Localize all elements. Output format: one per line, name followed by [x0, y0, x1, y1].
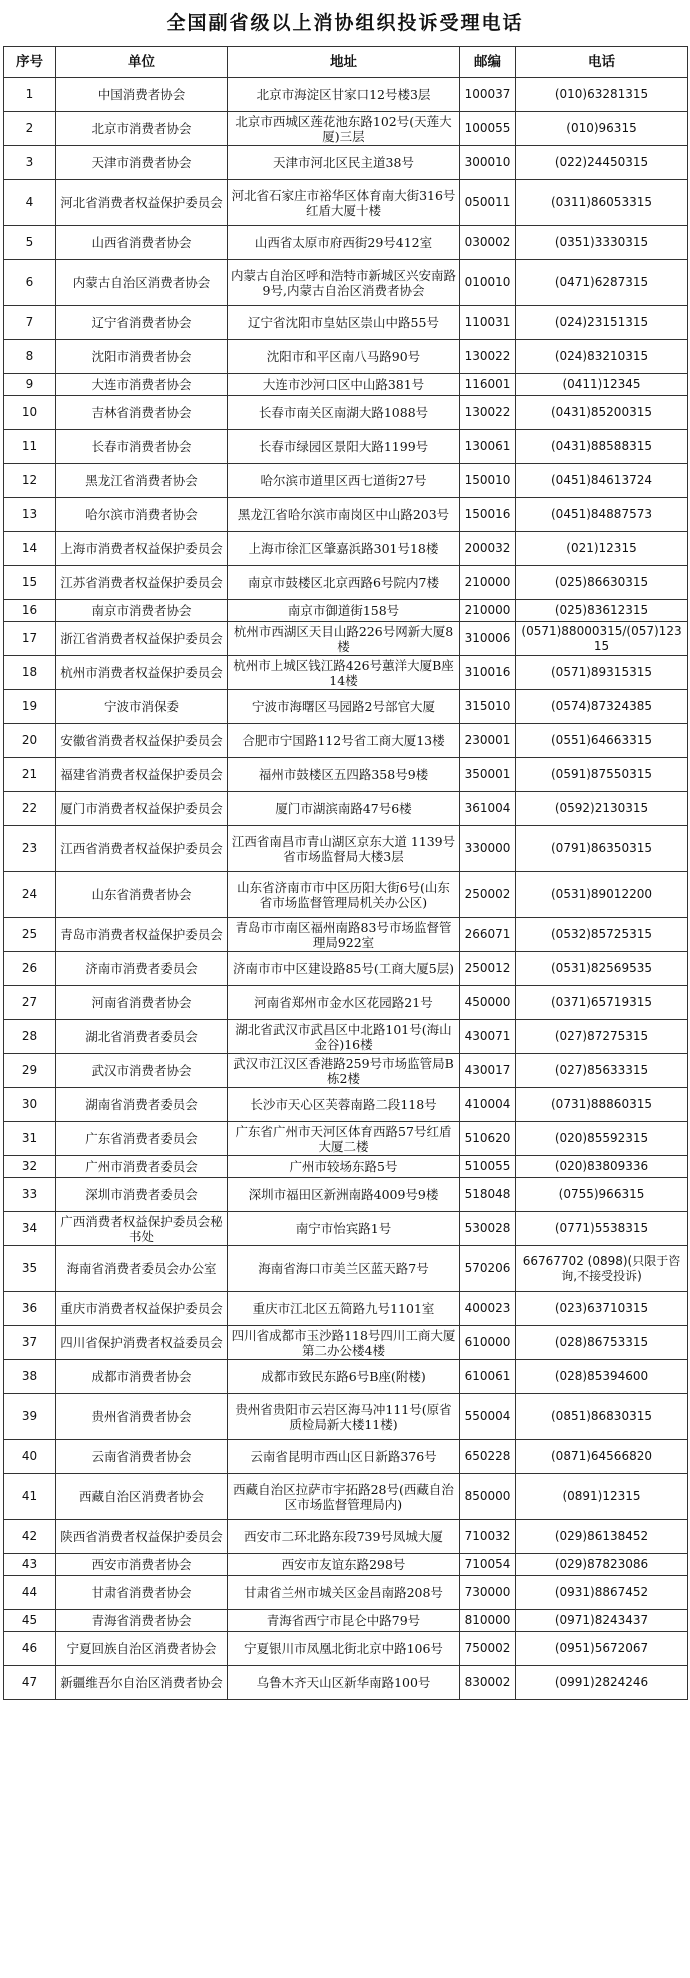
unit-name: 河南省消费者协会 [56, 986, 228, 1020]
postal-code: 610061 [460, 1360, 516, 1394]
postal-code: 050011 [460, 180, 516, 226]
phone-number: (0991)2824246 [516, 1666, 688, 1700]
postal-code: 230001 [460, 724, 516, 758]
row-number: 12 [4, 464, 56, 498]
unit-name: 江西省消费者权益保护委员会 [56, 826, 228, 872]
unit-name: 天津市消费者协会 [56, 146, 228, 180]
postal-code: 210000 [460, 566, 516, 600]
phone-number: (024)83210315 [516, 340, 688, 374]
address: 湖北省武汉市武昌区中北路101号(海山金谷)16楼 [228, 1020, 460, 1054]
address: 天津市河北区民主道38号 [228, 146, 460, 180]
table-row [4, 1326, 688, 1360]
unit-name: 湖南省消费者委员会 [56, 1088, 228, 1122]
address: 内蒙古自治区呼和浩特市新城区兴安南路9号,内蒙古自治区消费者协会 [228, 260, 460, 306]
postal-code: 300010 [460, 146, 516, 180]
header-zip: 邮编 [460, 47, 516, 78]
row-number: 23 [4, 826, 56, 872]
phone-number: (0891)12315 [516, 1474, 688, 1520]
row-number: 14 [4, 532, 56, 566]
table-row [4, 952, 688, 986]
phone-number: (021)12315 [516, 532, 688, 566]
postal-code: 361004 [460, 792, 516, 826]
table-row [4, 396, 688, 430]
phone-number: (0871)64566820 [516, 1440, 688, 1474]
address: 南宁市怡宾路1号 [228, 1212, 460, 1246]
address: 广东省广州市天河区体育西路57号红盾大厦二楼 [228, 1122, 460, 1156]
address: 长春市南关区南湖大路1088号 [228, 396, 460, 430]
table-row [4, 656, 688, 690]
postal-code: 150016 [460, 498, 516, 532]
postal-code: 310016 [460, 656, 516, 690]
row-number: 37 [4, 1326, 56, 1360]
row-number: 2 [4, 112, 56, 146]
unit-name: 吉林省消费者协会 [56, 396, 228, 430]
table-row [4, 146, 688, 180]
unit-name: 安徽省消费者权益保护委员会 [56, 724, 228, 758]
row-number: 18 [4, 656, 56, 690]
table-row [4, 226, 688, 260]
table-row [4, 758, 688, 792]
phone-number: (0591)87550315 [516, 758, 688, 792]
address: 长沙市天心区芙蓉南路二段118号 [228, 1088, 460, 1122]
phone-number: (023)63710315 [516, 1292, 688, 1326]
phone-number: (010)96315 [516, 112, 688, 146]
unit-name: 北京市消费者协会 [56, 112, 228, 146]
postal-code: 710032 [460, 1520, 516, 1554]
address: 宁夏银川市凤凰北街北京中路106号 [228, 1632, 460, 1666]
postal-code: 030002 [460, 226, 516, 260]
row-number: 35 [4, 1246, 56, 1292]
address: 四川省成都市玉沙路118号四川工商大厦第二办公楼4楼 [228, 1326, 460, 1360]
address: 北京市海淀区甘家口12号楼3层 [228, 78, 460, 112]
row-number: 22 [4, 792, 56, 826]
unit-name: 广州市消费者委员会 [56, 1156, 228, 1178]
table-header-row [4, 47, 688, 78]
phone-number: 66767702 (0898)(只限于咨询,不接受投诉) [516, 1246, 688, 1292]
address: 成都市致民东路6号B座(附楼) [228, 1360, 460, 1394]
row-number: 31 [4, 1122, 56, 1156]
row-number: 19 [4, 690, 56, 724]
postal-code: 750002 [460, 1632, 516, 1666]
row-number: 47 [4, 1666, 56, 1700]
table-body [4, 78, 688, 1700]
unit-name: 广东省消费者委员会 [56, 1122, 228, 1156]
phone-number: (027)85633315 [516, 1054, 688, 1088]
header-unit: 单位 [56, 47, 228, 78]
address: 乌鲁木齐天山区新华南路100号 [228, 1666, 460, 1700]
unit-name: 山西省消费者协会 [56, 226, 228, 260]
row-number: 16 [4, 600, 56, 622]
table-row [4, 1394, 688, 1440]
table-row [4, 1632, 688, 1666]
unit-name: 辽宁省消费者协会 [56, 306, 228, 340]
row-number: 36 [4, 1292, 56, 1326]
unit-name: 黑龙江省消费者协会 [56, 464, 228, 498]
table-row [4, 498, 688, 532]
phone-number: (025)83612315 [516, 600, 688, 622]
unit-name: 西藏自治区消费者协会 [56, 1474, 228, 1520]
unit-name: 武汉市消费者协会 [56, 1054, 228, 1088]
postal-code: 518048 [460, 1178, 516, 1212]
unit-name: 青海省消费者协会 [56, 1610, 228, 1632]
postal-code: 650228 [460, 1440, 516, 1474]
unit-name: 贵州省消费者协会 [56, 1394, 228, 1440]
table-row [4, 1292, 688, 1326]
address: 济南市市中区建设路85号(工商大厦5层) [228, 952, 460, 986]
unit-name: 江苏省消费者权益保护委员会 [56, 566, 228, 600]
table-row [4, 690, 688, 724]
postal-code: 315010 [460, 690, 516, 724]
address: 辽宁省沈阳市皇姑区崇山中路55号 [228, 306, 460, 340]
row-number: 39 [4, 1394, 56, 1440]
phone-number: (010)63281315 [516, 78, 688, 112]
postal-code: 100055 [460, 112, 516, 146]
phone-number: (0971)8243437 [516, 1610, 688, 1632]
unit-name: 陕西省消费者权益保护委员会 [56, 1520, 228, 1554]
row-number: 6 [4, 260, 56, 306]
address: 青海省西宁市昆仑中路79号 [228, 1610, 460, 1632]
phone-number: (0451)84887573 [516, 498, 688, 532]
phone-number: (0351)3330315 [516, 226, 688, 260]
row-number: 42 [4, 1520, 56, 1554]
postal-code: 250012 [460, 952, 516, 986]
postal-code: 610000 [460, 1326, 516, 1360]
address: 南京市御道街158号 [228, 600, 460, 622]
unit-name: 河北省消费者权益保护委员会 [56, 180, 228, 226]
address: 西安市友谊东路298号 [228, 1554, 460, 1576]
row-number: 25 [4, 918, 56, 952]
address: 海南省海口市美兰区蓝天路7号 [228, 1246, 460, 1292]
header-address: 地址 [228, 47, 460, 78]
row-number: 38 [4, 1360, 56, 1394]
table-row [4, 792, 688, 826]
phone-number: (0531)82569535 [516, 952, 688, 986]
unit-name: 济南市消费者委员会 [56, 952, 228, 986]
row-number: 46 [4, 1632, 56, 1666]
table-row [4, 1088, 688, 1122]
table-row [4, 566, 688, 600]
table-row [4, 1054, 688, 1088]
address: 上海市徐汇区肇嘉浜路301号18楼 [228, 532, 460, 566]
postal-code: 570206 [460, 1246, 516, 1292]
phone-number: (0771)5538315 [516, 1212, 688, 1246]
phone-number: (0371)65719315 [516, 986, 688, 1020]
address: 长春市绿园区景阳大路1199号 [228, 430, 460, 464]
unit-name: 山东省消费者协会 [56, 872, 228, 918]
row-number: 28 [4, 1020, 56, 1054]
row-number: 29 [4, 1054, 56, 1088]
phone-number: (0571)88000315/(057)12315 [516, 622, 688, 656]
phone-number: (0851)86830315 [516, 1394, 688, 1440]
address: 黑龙江省哈尔滨市南岗区中山路203号 [228, 498, 460, 532]
phone-number: (0592)2130315 [516, 792, 688, 826]
table-row [4, 918, 688, 952]
unit-name: 重庆市消费者权益保护委员会 [56, 1292, 228, 1326]
postal-code: 330000 [460, 826, 516, 872]
table-row [4, 532, 688, 566]
unit-name: 哈尔滨市消费者协会 [56, 498, 228, 532]
hotline-table [3, 46, 688, 1700]
postal-code: 410004 [460, 1088, 516, 1122]
address: 江西省南昌市青山湖区京东大道 1139号省市场监督局大楼3层 [228, 826, 460, 872]
address: 山东省济南市市中区历阳大街6号(山东省市场监督管理局机关办公区) [228, 872, 460, 918]
address: 南京市鼓楼区北京西路6号院内7楼 [228, 566, 460, 600]
postal-code: 550004 [460, 1394, 516, 1440]
address: 青岛市市南区福州南路83号市场监督管理局922室 [228, 918, 460, 952]
phone-number: (029)87823086 [516, 1554, 688, 1576]
address: 西安市二环北路东段739号凤城大厦 [228, 1520, 460, 1554]
address: 福州市鼓楼区五四路358号9楼 [228, 758, 460, 792]
address: 山西省太原市府西街29号412室 [228, 226, 460, 260]
phone-number: (0532)85725315 [516, 918, 688, 952]
unit-name: 大连市消费者协会 [56, 374, 228, 396]
postal-code: 100037 [460, 78, 516, 112]
address: 云南省昆明市西山区日新路376号 [228, 1440, 460, 1474]
row-number: 30 [4, 1088, 56, 1122]
table-row [4, 1610, 688, 1632]
table-row [4, 826, 688, 872]
table-row [4, 986, 688, 1020]
unit-name: 浙江省消费者权益保护委员会 [56, 622, 228, 656]
table-row [4, 622, 688, 656]
row-number: 11 [4, 430, 56, 464]
address: 厦门市湖滨南路47号6楼 [228, 792, 460, 826]
phone-number: (0731)88860315 [516, 1088, 688, 1122]
row-number: 17 [4, 622, 56, 656]
postal-code: 730000 [460, 1576, 516, 1610]
row-number: 33 [4, 1178, 56, 1212]
postal-code: 850000 [460, 1474, 516, 1520]
phone-number: (0451)84613724 [516, 464, 688, 498]
address: 大连市沙河口区中山路381号 [228, 374, 460, 396]
phone-number: (020)83809336 [516, 1156, 688, 1178]
table-row [4, 1212, 688, 1246]
postal-code: 010010 [460, 260, 516, 306]
row-number: 15 [4, 566, 56, 600]
table-row [4, 1156, 688, 1178]
postal-code: 430071 [460, 1020, 516, 1054]
phone-number: (0471)6287315 [516, 260, 688, 306]
table-row [4, 1020, 688, 1054]
table-row [4, 1178, 688, 1212]
unit-name: 成都市消费者协会 [56, 1360, 228, 1394]
postal-code: 530028 [460, 1212, 516, 1246]
phone-number: (0574)87324385 [516, 690, 688, 724]
row-number: 13 [4, 498, 56, 532]
address: 武汉市江汉区香港路259号市场监管局B栋2楼 [228, 1054, 460, 1088]
unit-name: 南京市消费者协会 [56, 600, 228, 622]
postal-code: 310006 [460, 622, 516, 656]
unit-name: 厦门市消费者权益保护委员会 [56, 792, 228, 826]
address: 河南省郑州市金水区花园路21号 [228, 986, 460, 1020]
row-number: 1 [4, 78, 56, 112]
phone-number: (028)86753315 [516, 1326, 688, 1360]
postal-code: 130061 [460, 430, 516, 464]
postal-code: 150010 [460, 464, 516, 498]
unit-name: 四川省保护消费者权益委员会 [56, 1326, 228, 1360]
table-row [4, 1440, 688, 1474]
phone-number: (0791)86350315 [516, 826, 688, 872]
unit-name: 深圳市消费者委员会 [56, 1178, 228, 1212]
unit-name: 长春市消费者协会 [56, 430, 228, 464]
unit-name: 杭州市消费者权益保护委员会 [56, 656, 228, 690]
phone-number: (0571)89315315 [516, 656, 688, 690]
postal-code: 116001 [460, 374, 516, 396]
table-row [4, 78, 688, 112]
phone-number: (028)85394600 [516, 1360, 688, 1394]
phone-number: (024)23151315 [516, 306, 688, 340]
phone-number: (0931)8867452 [516, 1576, 688, 1610]
table-row [4, 306, 688, 340]
row-number: 10 [4, 396, 56, 430]
postal-code: 130022 [460, 340, 516, 374]
table-row [4, 430, 688, 464]
table-row [4, 872, 688, 918]
address: 北京市西城区莲花池东路102号(天莲大厦)三层 [228, 112, 460, 146]
unit-name: 新疆维吾尔自治区消费者协会 [56, 1666, 228, 1700]
row-number: 26 [4, 952, 56, 986]
row-number: 32 [4, 1156, 56, 1178]
phone-number: (029)86138452 [516, 1520, 688, 1554]
phone-number: (0551)64663315 [516, 724, 688, 758]
table-row [4, 1666, 688, 1700]
row-number: 45 [4, 1610, 56, 1632]
table-row [4, 1576, 688, 1610]
unit-name: 云南省消费者协会 [56, 1440, 228, 1474]
postal-code: 200032 [460, 532, 516, 566]
postal-code: 450000 [460, 986, 516, 1020]
address: 合肥市宁国路112号省工商大厦13楼 [228, 724, 460, 758]
postal-code: 130022 [460, 396, 516, 430]
unit-name: 宁波市消保委 [56, 690, 228, 724]
postal-code: 830002 [460, 1666, 516, 1700]
table-row [4, 1520, 688, 1554]
row-number: 8 [4, 340, 56, 374]
page-title: 全国副省级以上消协组织投诉受理电话 [166, 12, 524, 34]
phone-number: (025)86630315 [516, 566, 688, 600]
address: 深圳市福田区新洲南路4009号9楼 [228, 1178, 460, 1212]
row-number: 41 [4, 1474, 56, 1520]
postal-code: 110031 [460, 306, 516, 340]
address: 哈尔滨市道里区西七道街27号 [228, 464, 460, 498]
postal-code: 350001 [460, 758, 516, 792]
table-row [4, 374, 688, 396]
row-number: 9 [4, 374, 56, 396]
unit-name: 广西消费者权益保护委员会秘书处 [56, 1212, 228, 1246]
row-number: 44 [4, 1576, 56, 1610]
postal-code: 510055 [460, 1156, 516, 1178]
phone-number: (0411)12345 [516, 374, 688, 396]
unit-name: 中国消费者协会 [56, 78, 228, 112]
table-row [4, 340, 688, 374]
phone-number: (0431)85200315 [516, 396, 688, 430]
table-row [4, 724, 688, 758]
unit-name: 湖北省消费者委员会 [56, 1020, 228, 1054]
phone-number: (0755)966315 [516, 1178, 688, 1212]
unit-name: 青岛市消费者权益保护委员会 [56, 918, 228, 952]
phone-number: (020)85592315 [516, 1122, 688, 1156]
table-row [4, 112, 688, 146]
postal-code: 430017 [460, 1054, 516, 1088]
row-number: 5 [4, 226, 56, 260]
postal-code: 250002 [460, 872, 516, 918]
postal-code: 210000 [460, 600, 516, 622]
address: 杭州市西湖区天目山路226号网新大厦8楼 [228, 622, 460, 656]
row-number: 7 [4, 306, 56, 340]
row-number: 21 [4, 758, 56, 792]
table-row [4, 1360, 688, 1394]
table-row [4, 260, 688, 306]
unit-name: 西安市消费者协会 [56, 1554, 228, 1576]
table-row [4, 1554, 688, 1576]
row-number: 24 [4, 872, 56, 918]
address: 广州市较场东路5号 [228, 1156, 460, 1178]
row-number: 34 [4, 1212, 56, 1246]
table-row [4, 464, 688, 498]
address: 甘肃省兰州市城关区金昌南路208号 [228, 1576, 460, 1610]
unit-name: 海南省消费者委员会办公室 [56, 1246, 228, 1292]
phone-number: (027)87275315 [516, 1020, 688, 1054]
address: 杭州市上城区钱江路426号蕙洋大厦B座14楼 [228, 656, 460, 690]
row-number: 4 [4, 180, 56, 226]
address: 贵州省贵阳市云岩区海马冲111号(原省质检局新大楼11楼) [228, 1394, 460, 1440]
postal-code: 400023 [460, 1292, 516, 1326]
row-number: 20 [4, 724, 56, 758]
postal-code: 266071 [460, 918, 516, 952]
row-number: 40 [4, 1440, 56, 1474]
address: 重庆市江北区五简路九号1101室 [228, 1292, 460, 1326]
postal-code: 510620 [460, 1122, 516, 1156]
unit-name: 宁夏回族自治区消费者协会 [56, 1632, 228, 1666]
address: 沈阳市和平区南八马路90号 [228, 340, 460, 374]
unit-name: 福建省消费者权益保护委员会 [56, 758, 228, 792]
table-row [4, 1474, 688, 1520]
phone-number: (022)24450315 [516, 146, 688, 180]
header-no: 序号 [4, 47, 56, 78]
address: 河北省石家庄市裕华区体育南大街316号红盾大厦十楼 [228, 180, 460, 226]
row-number: 27 [4, 986, 56, 1020]
unit-name: 上海市消费者权益保护委员会 [56, 532, 228, 566]
phone-number: (0951)5672067 [516, 1632, 688, 1666]
table-row [4, 1122, 688, 1156]
table-row [4, 600, 688, 622]
header-phone: 电话 [516, 47, 688, 78]
address: 西藏自治区拉萨市宇拓路28号(西藏自治区市场监督管理局内) [228, 1474, 460, 1520]
postal-code: 810000 [460, 1610, 516, 1632]
table-row [4, 180, 688, 226]
phone-number: (0311)86053315 [516, 180, 688, 226]
phone-number: (0431)88588315 [516, 430, 688, 464]
postal-code: 710054 [460, 1554, 516, 1576]
unit-name: 甘肃省消费者协会 [56, 1576, 228, 1610]
row-number: 43 [4, 1554, 56, 1576]
unit-name: 沈阳市消费者协会 [56, 340, 228, 374]
address: 宁波市海曙区马园路2号部官大厦 [228, 690, 460, 724]
unit-name: 内蒙古自治区消费者协会 [56, 260, 228, 306]
row-number: 3 [4, 146, 56, 180]
table-row [4, 1246, 688, 1292]
phone-number: (0531)89012200 [516, 872, 688, 918]
